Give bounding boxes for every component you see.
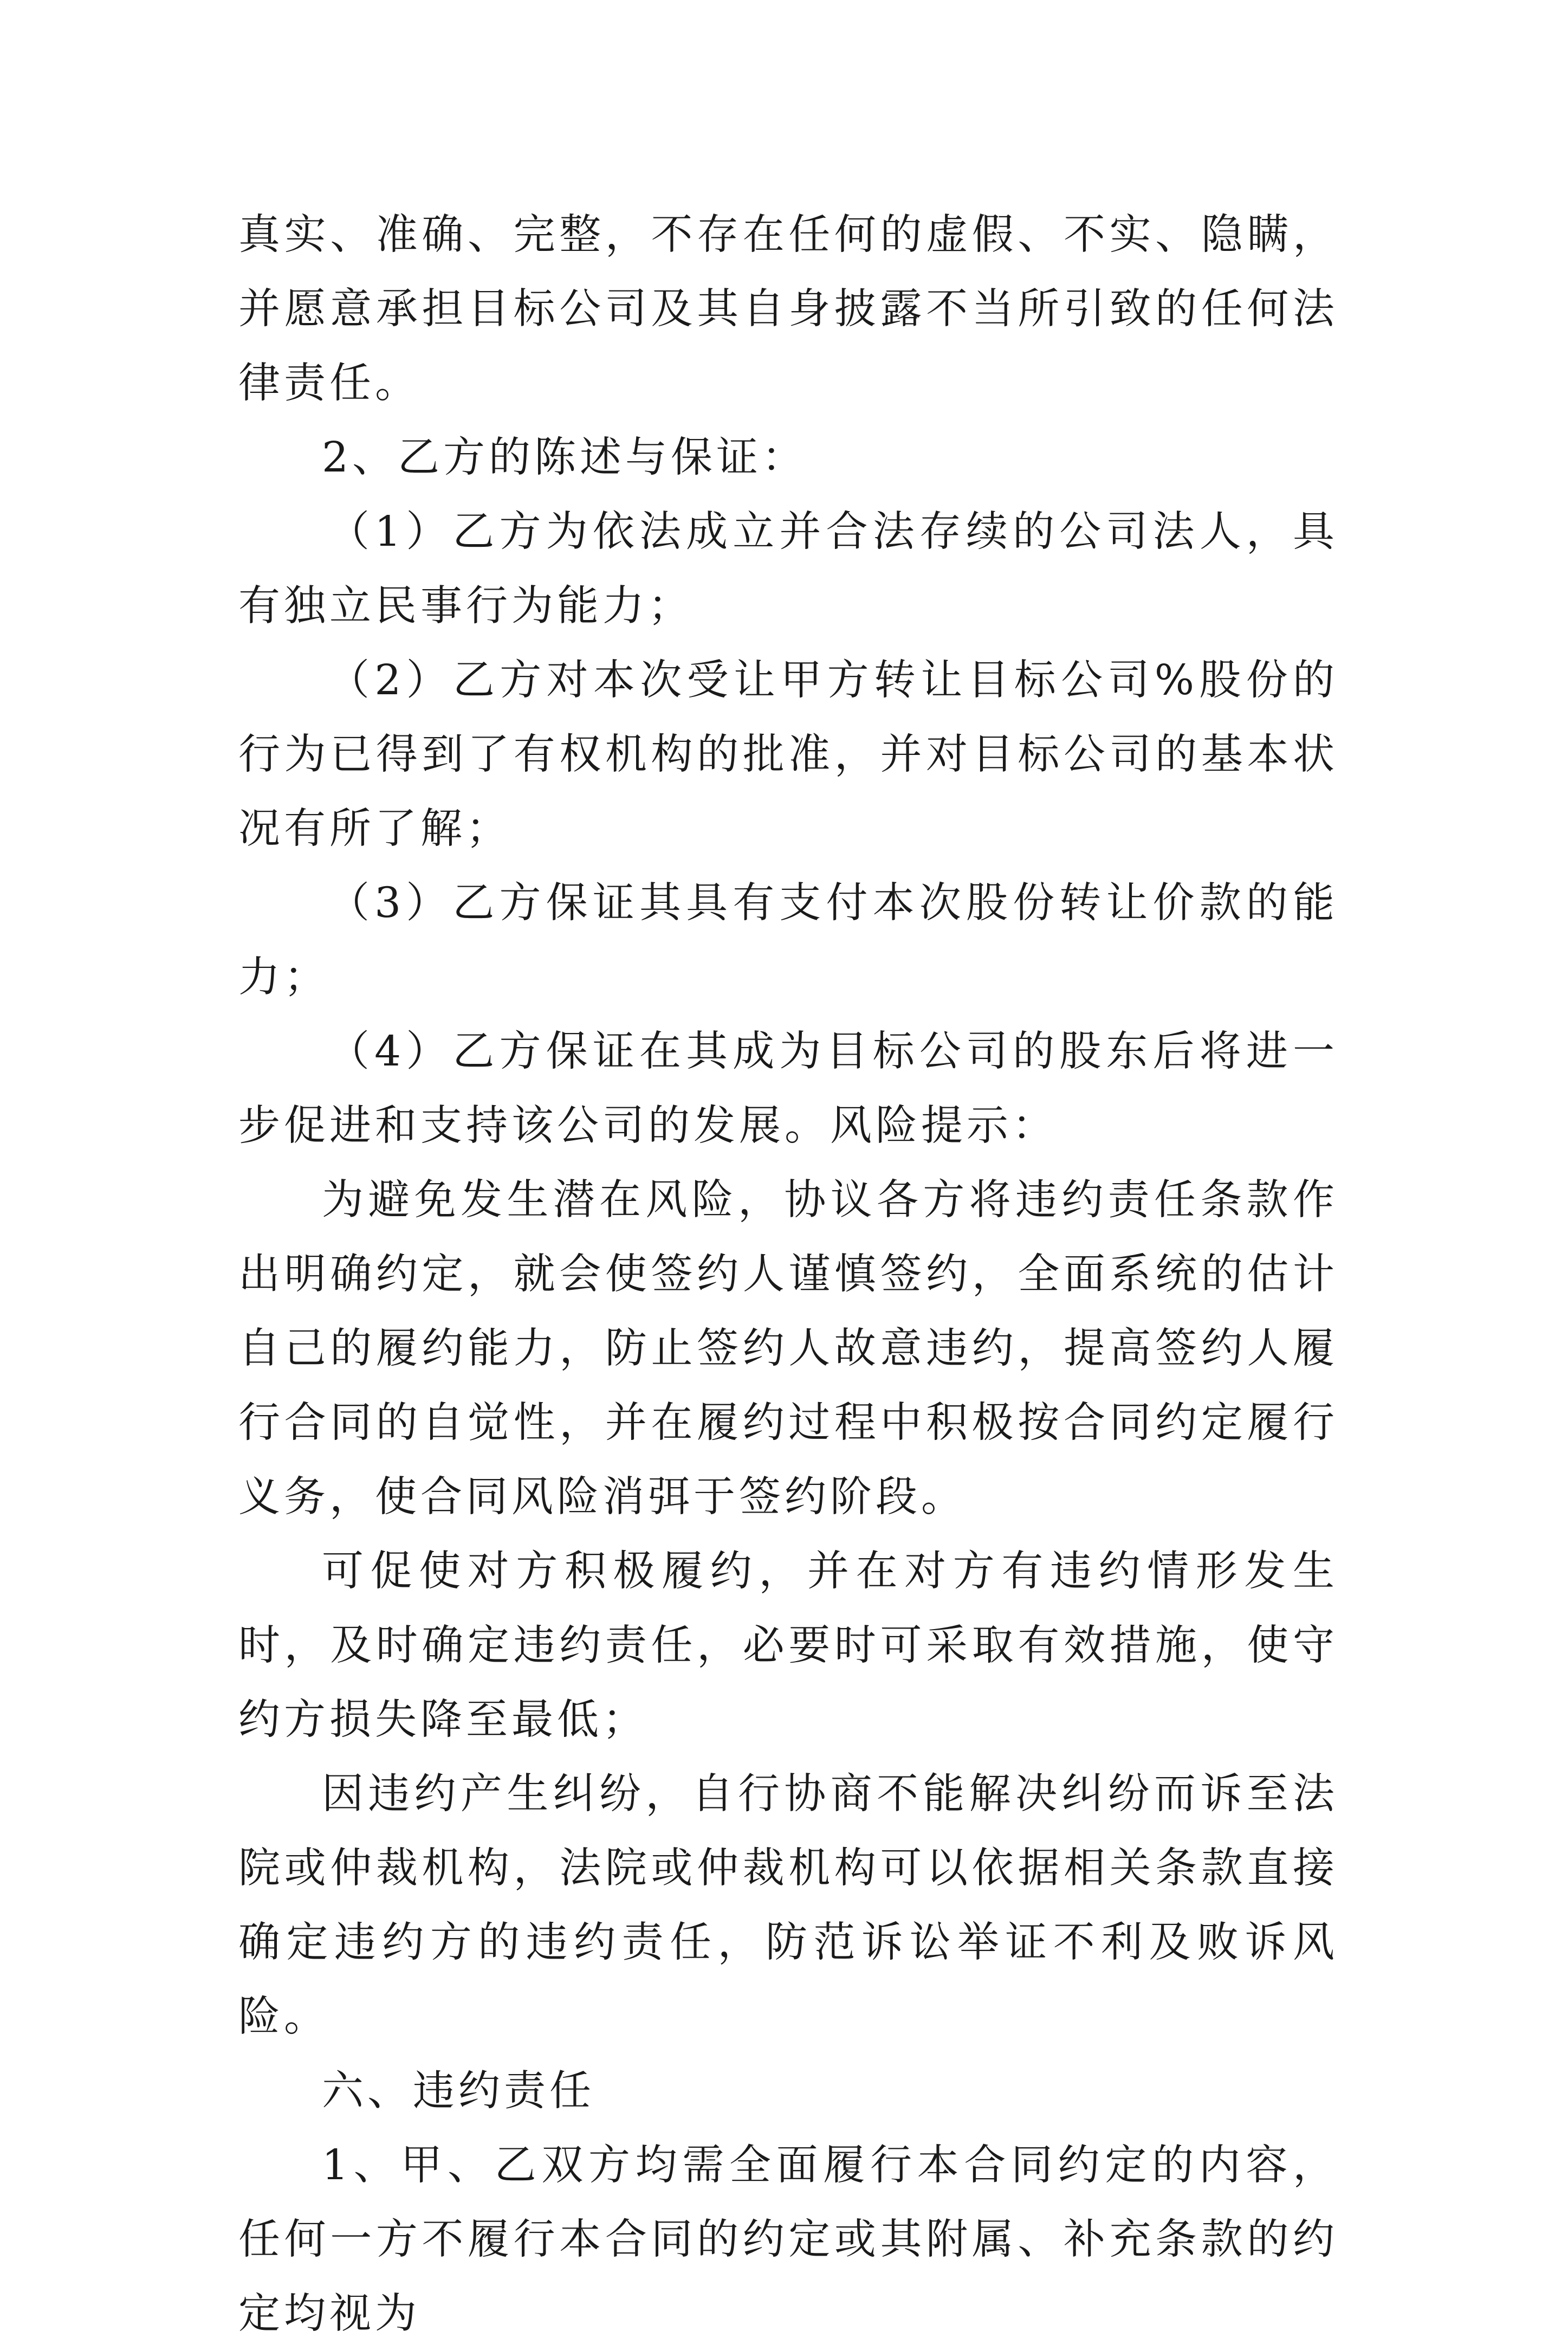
section-heading-breach: 六、违约责任 xyxy=(322,2067,595,2115)
paragraph-risk-1: 为避免发生潜在风险，协议各方将违约责任条款作出明确约定，就会使签约人谨慎签约，全面系统的估计自己的履约能力，防止签约人故意违约，提高签约人履行合同的自觉性，并在履约过程中积极按合同约定履行义务，使合同风险消弭于签约阶段。 xyxy=(238,1176,1338,1521)
paragraph-breach-1: 1、甲、乙双方均需全面履行本合同约定的内容，任何一方不履行本合同的约定或其附属、补充条款的约定均视为 xyxy=(238,2141,1338,2338)
paragraph-party-b-heading: 2、乙方的陈述与保证： xyxy=(322,434,807,482)
document-body xyxy=(238,198,1338,2351)
paragraph-item-3: （3）乙方保证其具有支付本次股份转让价款的能力； xyxy=(238,879,1338,1002)
paragraph-continuation: 真实、准确、完整，不存在任何的虚假、不实、隐瞒，并愿意承担目标公司及其自身披露不当所引致的任何法律责任。 xyxy=(238,211,1338,408)
paragraph-item-2: （2）乙方对本次受让甲方转让目标公司%股份的行为已得到了有权机构的批准，并对目标公司的基本状况有所了解； xyxy=(238,656,1338,853)
paragraph-risk-3: 因违约产生纠纷，自行协商不能解决纠纷而诉至法院或仲裁机构，法院或仲裁机构可以依据相关条款直接确定违约方的违约责任，防范诉讼举证不利及败诉风险。 xyxy=(238,1770,1338,2041)
paragraph-risk-2: 可促使对方积极履约，并在对方有违约情形发生时，及时确定违约责任，必要时可采取有效措施，使守约方损失降至最低； xyxy=(238,1547,1338,1744)
paragraph-item-1: （1）乙方为依法成立并合法存续的公司法人，具有独立民事行为能力； xyxy=(238,508,1338,630)
paragraph-item-4: （4）乙方保证在其成为目标公司的股东后将进一步促进和支持该公司的发展。风险提示： xyxy=(238,1028,1338,1150)
